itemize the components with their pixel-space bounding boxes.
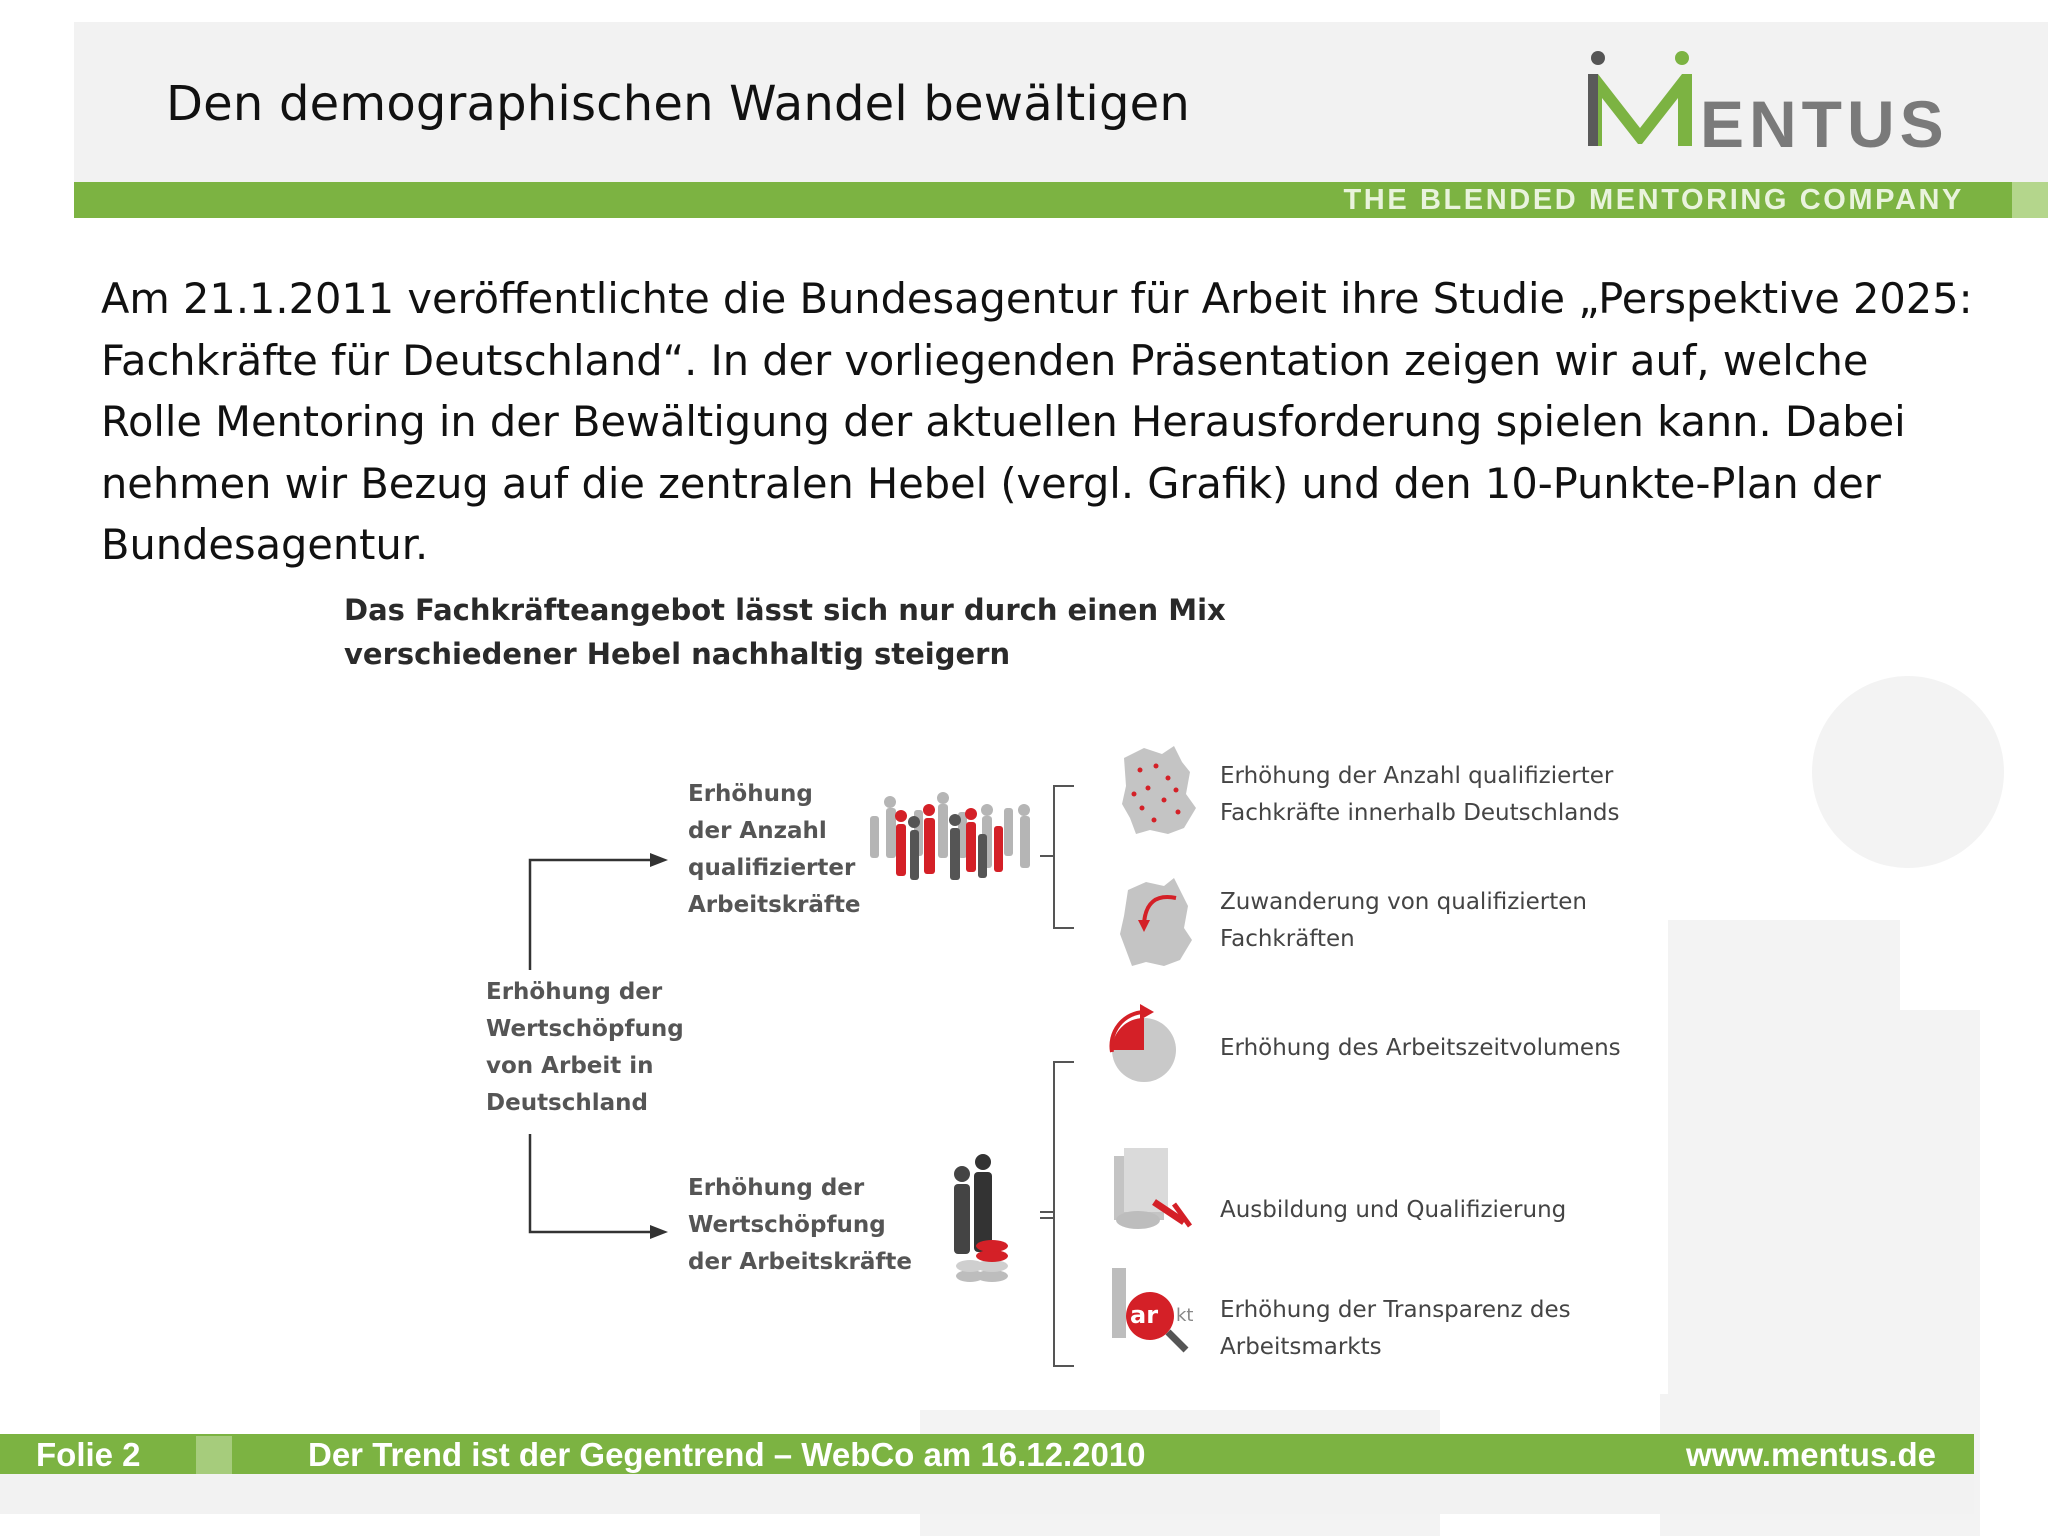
footer-url[interactable]: www.mentus.de bbox=[1686, 1436, 1936, 1473]
intro-line: Am 21.1.2011 veröffentlichte die Bundesagentur für Arbeit ihre Studie „Perspektive 2025: bbox=[101, 274, 1973, 323]
leaf-training bbox=[1220, 1192, 1566, 1229]
watermark-circle bbox=[1812, 676, 2004, 868]
diagram-title-line: Das Fachkräfteangebot lässt sich nur durch einen Mix bbox=[344, 593, 1226, 627]
leaf-line: Zuwanderung von qualifizierten bbox=[1220, 889, 1588, 915]
migration-icon bbox=[1120, 878, 1192, 966]
bracket-bottom bbox=[1040, 1062, 1074, 1366]
branch-top-line: qualifizierter bbox=[688, 855, 856, 881]
lever-diagram bbox=[318, 572, 1668, 1394]
mentus-logo bbox=[1584, 50, 1974, 160]
branch-bottom-line: der Arbeitskräfte bbox=[688, 1249, 912, 1275]
branch-bottom-line: Wertschöpfung bbox=[688, 1212, 886, 1238]
leaf-line: Erhöhung der Transparenz des bbox=[1220, 1297, 1571, 1323]
root-node-line: von Arbeit in bbox=[486, 1053, 654, 1079]
leaf-line: Ausbildung und Qualifizierung bbox=[1220, 1197, 1567, 1223]
branch-bottom-node bbox=[688, 1170, 912, 1281]
logo-m-mark bbox=[1584, 50, 1714, 160]
bracket-top bbox=[1040, 786, 1074, 928]
leaf-line: Fachkräfte innerhalb Deutschlands bbox=[1220, 800, 1620, 826]
business-coins-icon bbox=[954, 1154, 1008, 1282]
intro-line: Bundesagentur. bbox=[101, 520, 429, 569]
arrow-head-top bbox=[650, 853, 668, 867]
clock-icon bbox=[1111, 1004, 1176, 1082]
germany-map-icon bbox=[1122, 746, 1196, 834]
leaf-immigration bbox=[1220, 884, 1587, 958]
education-icon bbox=[1114, 1148, 1190, 1229]
root-node bbox=[486, 974, 684, 1122]
ar-icon-label: ar bbox=[1130, 1301, 1159, 1329]
leaf-working-hours bbox=[1220, 1030, 1621, 1067]
leaf-market-transparency bbox=[1220, 1292, 1571, 1366]
footer-event: Der Trend ist der Gegentrend – WebCo am 16.12.2010 bbox=[308, 1436, 1146, 1473]
branch-top-line: Erhöhung bbox=[688, 781, 813, 807]
intro-line: Fachkräfte für Deutschland“. In der vorliegenden Präsentation zeigen wir auf, welche bbox=[101, 335, 1869, 385]
footer-strip bbox=[196, 1436, 232, 1474]
arrow-head-bottom bbox=[650, 1225, 668, 1239]
diagram-title-line: verschiedener Hebel nachhaltig steigern bbox=[344, 637, 1011, 671]
leaf-line: Arbeitsmarkts bbox=[1220, 1334, 1382, 1360]
leaf-line: Erhöhung des Arbeitszeitvolumens bbox=[1220, 1035, 1621, 1061]
intro-paragraph bbox=[101, 268, 2001, 576]
branch-top-line: der Anzahl bbox=[688, 818, 827, 844]
intro-line: nehmen wir Bezug auf die zentralen Hebel (vergl. Grafik) und den 10-Punkte-Plan der bbox=[101, 458, 1881, 508]
footer-gray-strip bbox=[0, 1474, 1974, 1514]
leaf-line: Erhöhung der Anzahl qualifizierter bbox=[1220, 763, 1614, 789]
logo-wordmark: ENTUS bbox=[1700, 87, 1949, 161]
root-node-line: Wertschöpfung bbox=[486, 1016, 684, 1042]
page-title: Den demographischen Wandel bewältigen bbox=[166, 76, 1190, 132]
kt-icon-label: kt bbox=[1176, 1305, 1194, 1326]
crowd-icon bbox=[870, 792, 1030, 880]
branch-top-line: Arbeitskräfte bbox=[688, 892, 861, 918]
root-node-line: Erhöhung der bbox=[486, 979, 663, 1005]
intro-line: Rolle Mentoring in der Bewältigung der aktuellen Herausforderung spielen kann. Dabei bbox=[101, 397, 1906, 446]
tagline: THE BLENDED MENTORING COMPANY bbox=[1343, 184, 1964, 216]
root-node-line: Deutschland bbox=[486, 1090, 648, 1116]
branch-top-node bbox=[688, 776, 861, 924]
branch-bottom-line: Erhöhung der bbox=[688, 1175, 865, 1201]
slide-number: Folie 2 bbox=[36, 1436, 141, 1473]
header-green-bar-end bbox=[2012, 182, 2048, 218]
leaf-domestic-skilled bbox=[1220, 758, 1620, 832]
leaf-line: Fachkräften bbox=[1220, 926, 1355, 952]
